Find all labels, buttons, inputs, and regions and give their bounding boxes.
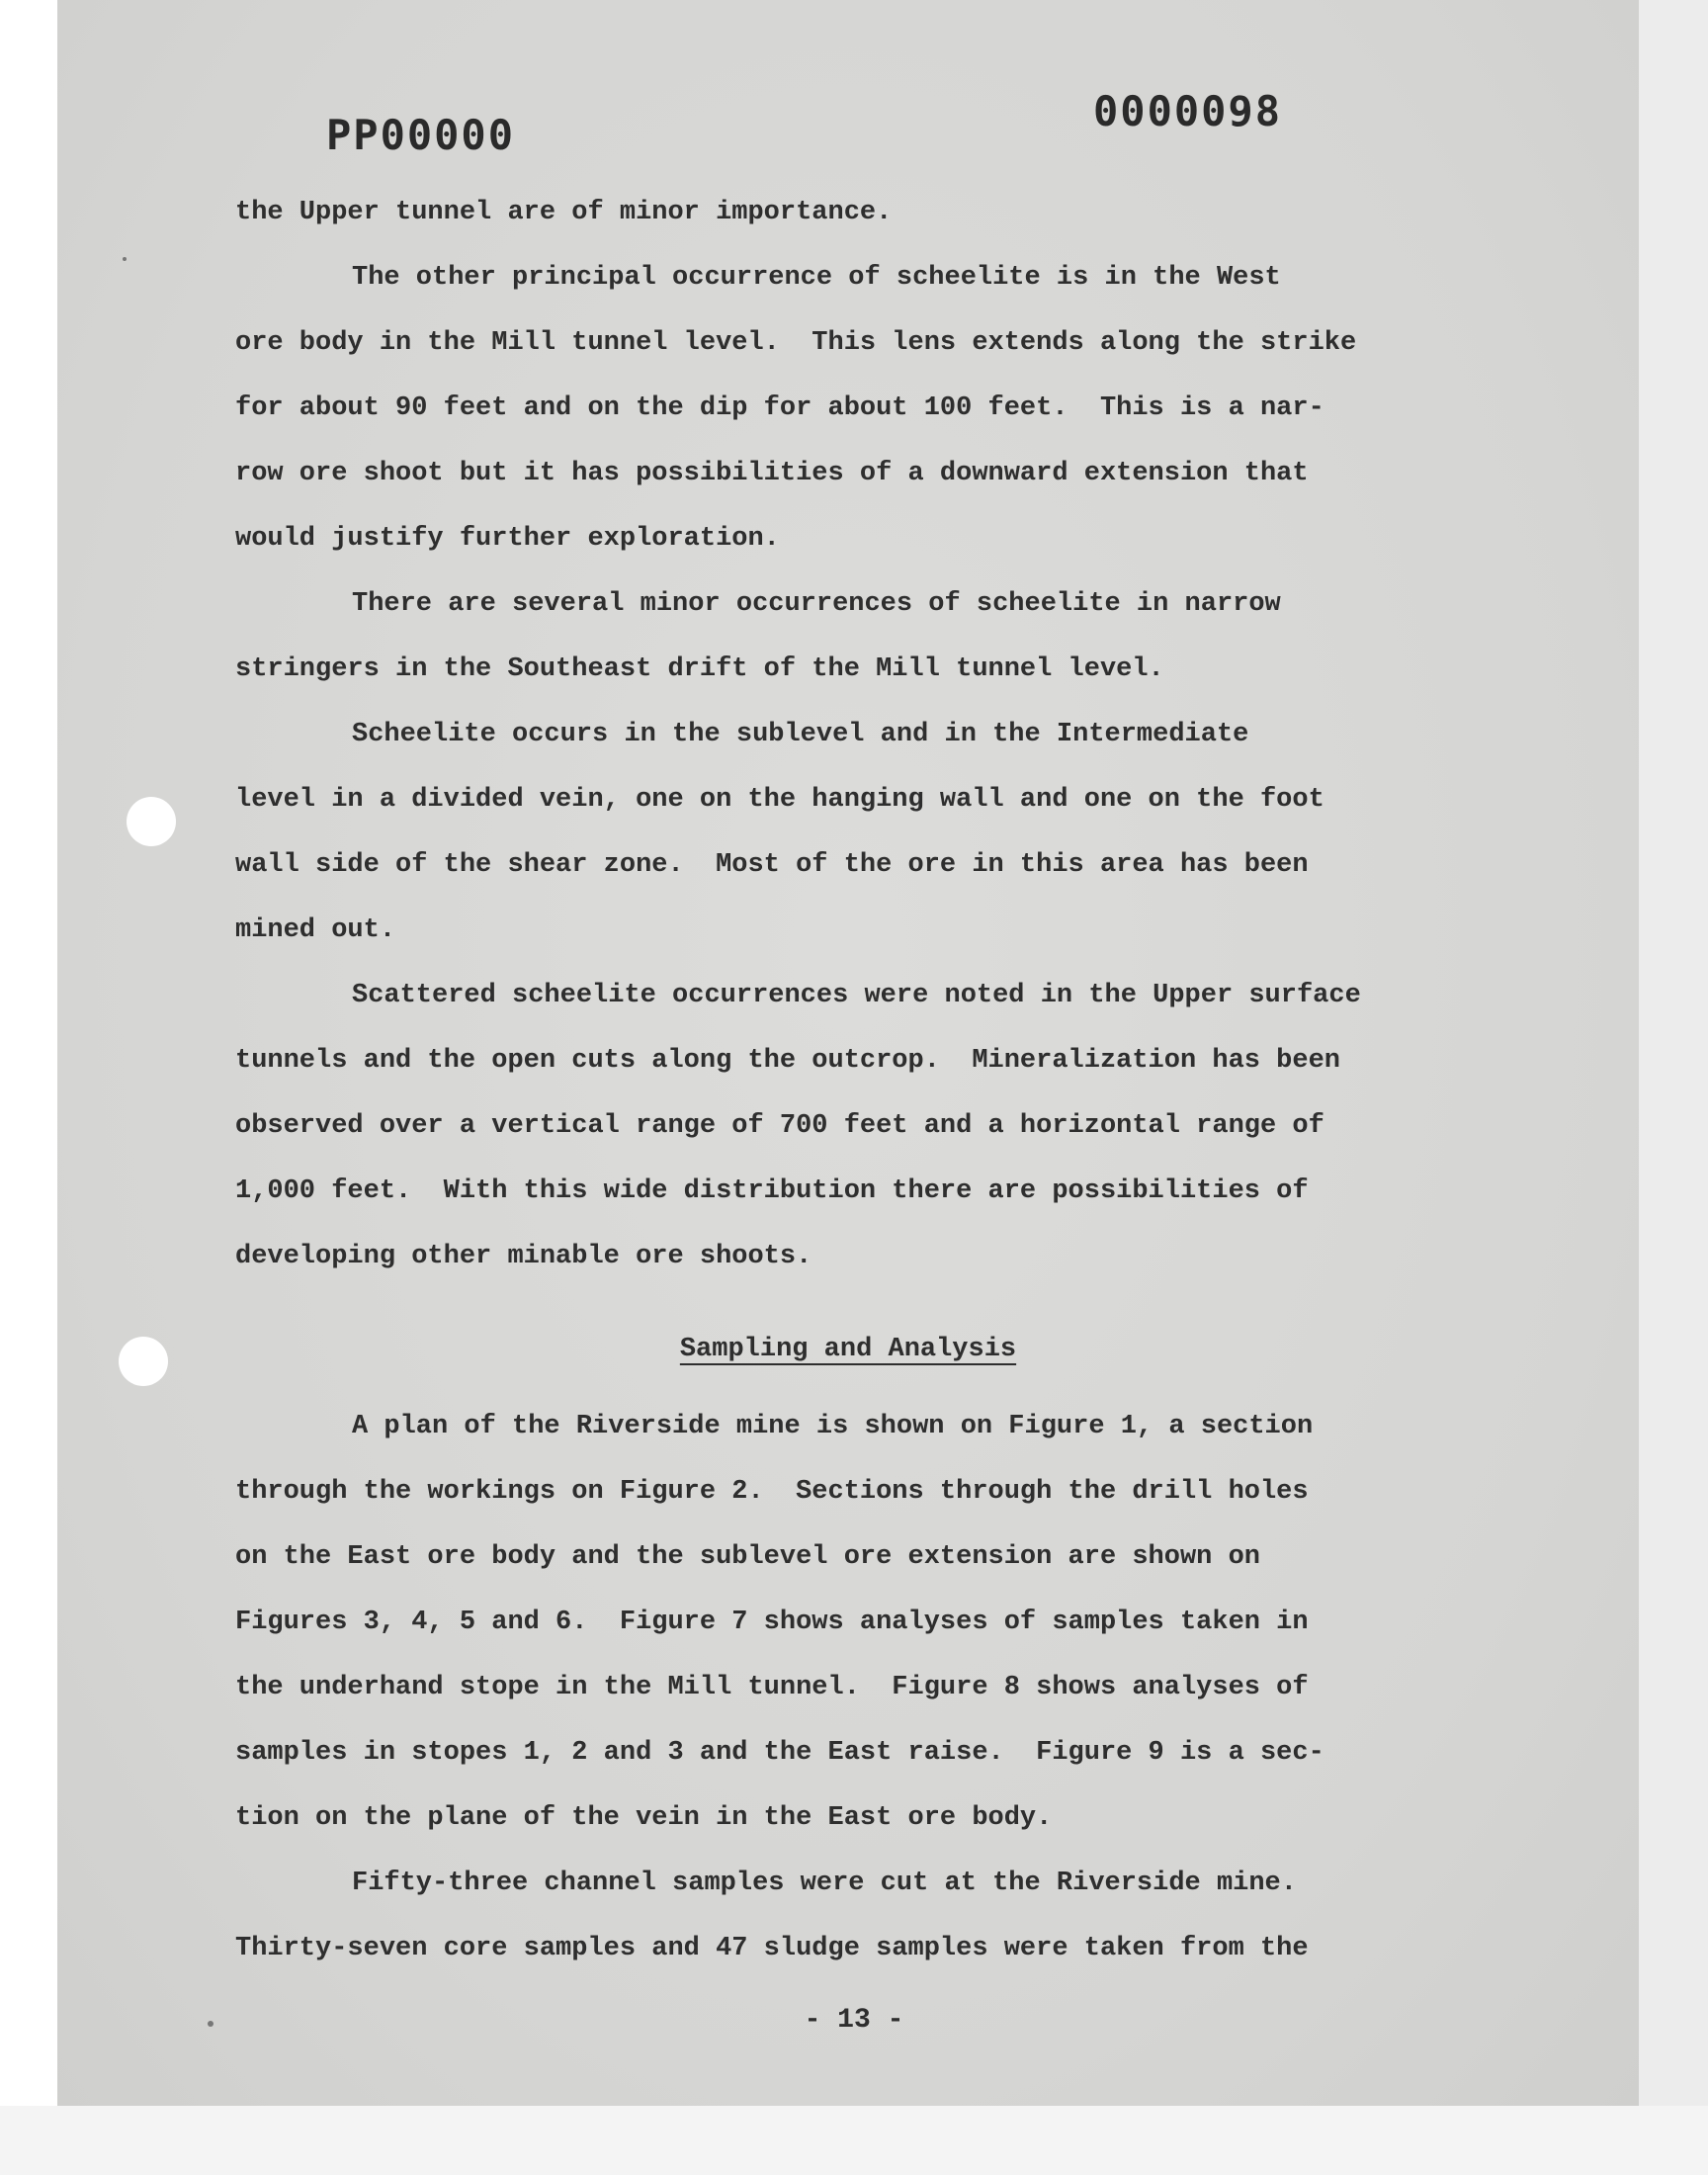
text-line: observed over a vertical range of 700 feet and a horizontal range of <box>235 1111 1324 1141</box>
text-line: Scattered scheelite occurrences were noted in the Upper surface <box>352 981 1361 1010</box>
text-line: A plan of the Riverside mine is shown on Figure 1, a section <box>352 1412 1314 1441</box>
text-line: There are several minor occurrences of scheelite in narrow <box>352 589 1281 619</box>
punch-hole-lower <box>119 1337 168 1386</box>
text-line: tunnels and the open cuts along the outcrop. Mineralization has been <box>235 1046 1340 1076</box>
text-line: Fifty-three channel samples were cut at the Riverside mine. <box>352 1869 1297 1898</box>
section-heading: Sampling and Analysis <box>679 1335 1017 1364</box>
scan-speck <box>123 257 127 261</box>
text-line: stringers in the Southeast drift of the Mill tunnel level. <box>235 654 1164 684</box>
text-line: 1,000 feet. With this wide distribution there are possibilities of <box>235 1176 1309 1206</box>
text-line: level in a divided vein, one on the hanging wall and one on the foot <box>235 785 1324 815</box>
text-line: wall side of the shear zone. Most of the ore in this area has been <box>235 850 1309 880</box>
text-line: ore body in the Mill tunnel level. This lens extends along the strike <box>235 328 1357 358</box>
text-line: samples in stopes 1, 2 and 3 and the East raise. Figure 9 is a sec- <box>235 1738 1324 1768</box>
text-line: on the East ore body and the sublevel ore extension are shown on <box>235 1542 1260 1572</box>
text-line: Scheelite occurs in the sublevel and in the Intermediate <box>352 720 1249 749</box>
scan-margin-right <box>1639 0 1708 2175</box>
text-line: tion on the plane of the vein in the East ore body. <box>235 1803 1053 1833</box>
text-line: for about 90 feet and on the dip for about 100 feet. This is a nar- <box>235 393 1324 423</box>
text-line: Figures 3, 4, 5 and 6. Figure 7 shows analyses of samples taken in <box>235 1608 1309 1637</box>
text-line: the Upper tunnel are of minor importance. <box>235 198 893 227</box>
document-id-stamp-right: 0000098 <box>1093 87 1283 135</box>
punch-hole-upper <box>127 797 176 846</box>
scan-margin-bottom <box>0 2106 1708 2175</box>
text-line: mined out. <box>235 915 396 945</box>
text-line: row ore shoot but it has possibilities of a downward extension that <box>235 459 1309 488</box>
page-number: - 13 - <box>804 2005 904 2036</box>
text-line: through the workings on Figure 2. Sections through the drill holes <box>235 1477 1309 1507</box>
text-line: would justify further exploration. <box>235 524 780 554</box>
text-line: Thirty-seven core samples and 47 sludge samples were taken from the <box>235 1934 1309 1963</box>
document-id-stamp-left: PP00000 <box>326 111 516 159</box>
text-line: developing other minable ore shoots. <box>235 1242 812 1271</box>
text-line: The other principal occurrence of scheelite is in the West <box>352 263 1281 293</box>
text-line: the underhand stope in the Mill tunnel. Figure 8 shows analyses of <box>235 1673 1309 1702</box>
body-text <box>235 180 1461 1981</box>
